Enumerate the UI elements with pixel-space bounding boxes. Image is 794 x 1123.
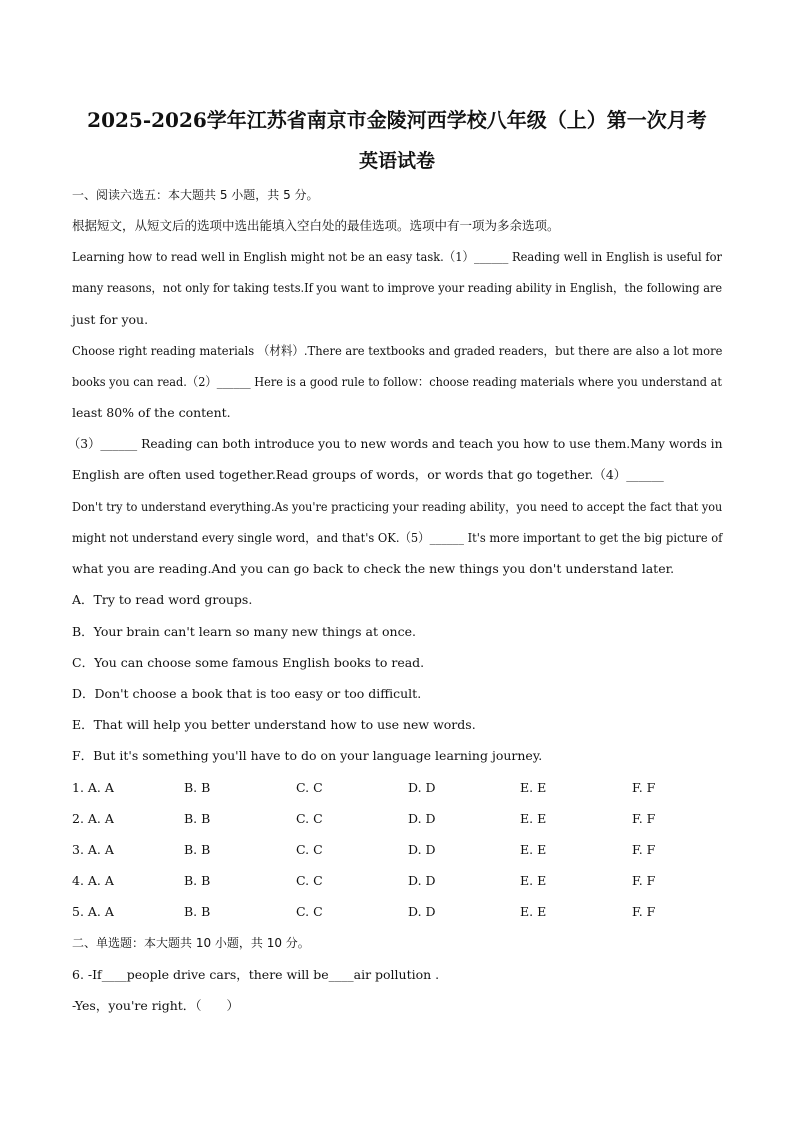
choice-c: C．You can choose some famous English books to read. (72, 655, 425, 670)
option[interactable]: D. D (408, 780, 436, 795)
option[interactable]: B. B (184, 780, 211, 795)
choice-a: A．Try to read word groups. (72, 592, 253, 607)
section1-heading: 一、阅读六选五：本大题共 5 小题，共 5 分。 (72, 188, 319, 202)
option[interactable]: 5. A. A (72, 904, 114, 919)
passage-line: Choose right reading materials （材料）.There are textbooks and graded readers，but there are also a lot more (72, 343, 723, 358)
passage-line: what you are reading.And you can go back to check the new things you don't understand later. (72, 561, 675, 576)
passage-line: Don't try to understand everything.As you're practicing your reading ability，you need to accept the fact that you (72, 499, 723, 514)
option[interactable]: F. F (632, 780, 656, 795)
passage-line: many reasons，not only for taking tests.If you want to improve your reading ability in English，the following are (72, 280, 723, 295)
option[interactable]: B. B (184, 904, 211, 919)
passage-line: books you can read.（2）______ Here is a good rule to follow：choose reading materials where you understand at (72, 374, 722, 389)
passage-line: just for you. (72, 312, 149, 327)
passage-line: might not understand every single word，and that's OK.（5）______ It's more important to get the big picture of (72, 530, 723, 545)
option[interactable]: F. F (632, 904, 656, 919)
option[interactable]: B. B (184, 811, 211, 826)
option[interactable]: F. F (632, 811, 656, 826)
passage-line: English are often used together.Read groups of words，or words that go together.（4）______ (72, 467, 664, 482)
option[interactable]: D. D (408, 811, 436, 826)
option[interactable]: B. B (184, 842, 211, 857)
option[interactable]: C. C (296, 842, 323, 857)
option[interactable]: B. B (184, 873, 211, 888)
option[interactable]: 1. A. A (72, 780, 114, 795)
option[interactable]: C. C (296, 904, 323, 919)
option[interactable]: C. C (296, 811, 323, 826)
option[interactable]: E. E (520, 811, 547, 826)
choice-b: B．Your brain can't learn so many new things at once. (72, 624, 416, 639)
option[interactable]: 3. A. A (72, 842, 114, 857)
option[interactable]: D. D (408, 873, 436, 888)
exam-subtitle: 英语试卷 (358, 150, 435, 172)
option[interactable]: C. C (296, 873, 323, 888)
answer-row-2 (72, 811, 732, 827)
question-6-line1: 6. -If____people drive cars，there will be____air pollution . (72, 967, 440, 982)
option[interactable]: F. F (632, 873, 656, 888)
answer-row-4 (72, 873, 732, 889)
section1-instruction: 根据短文，从短文后的选项中选出能填入空白处的最佳选项。选项中有一项为多余选项。 (72, 218, 560, 233)
option[interactable]: D. D (408, 904, 436, 919)
choice-e: E．That will help you better understand how to use new words. (72, 717, 476, 732)
option[interactable]: E. E (520, 904, 547, 919)
answer-row-3 (72, 842, 732, 858)
option[interactable]: D. D (408, 842, 436, 857)
passage-line: least 80% of the content. (72, 405, 231, 420)
passage-line: Learning how to read well in English might not be an easy task.（1）______ Reading well in English is useful for (72, 249, 722, 264)
answer-row-5 (72, 904, 732, 920)
section2-heading: 二、单选题：本大题共 10 小题，共 10 分。 (72, 936, 310, 950)
option[interactable]: E. E (520, 842, 547, 857)
exam-title: 2025-2026学年江苏省南京市金陵河西学校八年级（上）第一次月考 (87, 108, 707, 132)
answer-row-1 (72, 780, 732, 796)
option[interactable]: C. C (296, 780, 323, 795)
option[interactable]: 2. A. A (72, 811, 114, 826)
choice-d: D．Don't choose a book that is too easy or too difficult. (72, 686, 422, 701)
question-6-line2: -Yes，you're right．（ ） (72, 998, 240, 1013)
option[interactable]: E. E (520, 873, 547, 888)
option[interactable]: F. F (632, 842, 656, 857)
option[interactable]: E. E (520, 780, 547, 795)
passage-line: （3）______ Reading can both introduce you to new words and teach you how to use them.Many words in (68, 436, 723, 451)
choice-f: F．But it's something you'll have to do on your language learning journey. (72, 748, 543, 763)
option[interactable]: 4. A. A (72, 873, 114, 888)
